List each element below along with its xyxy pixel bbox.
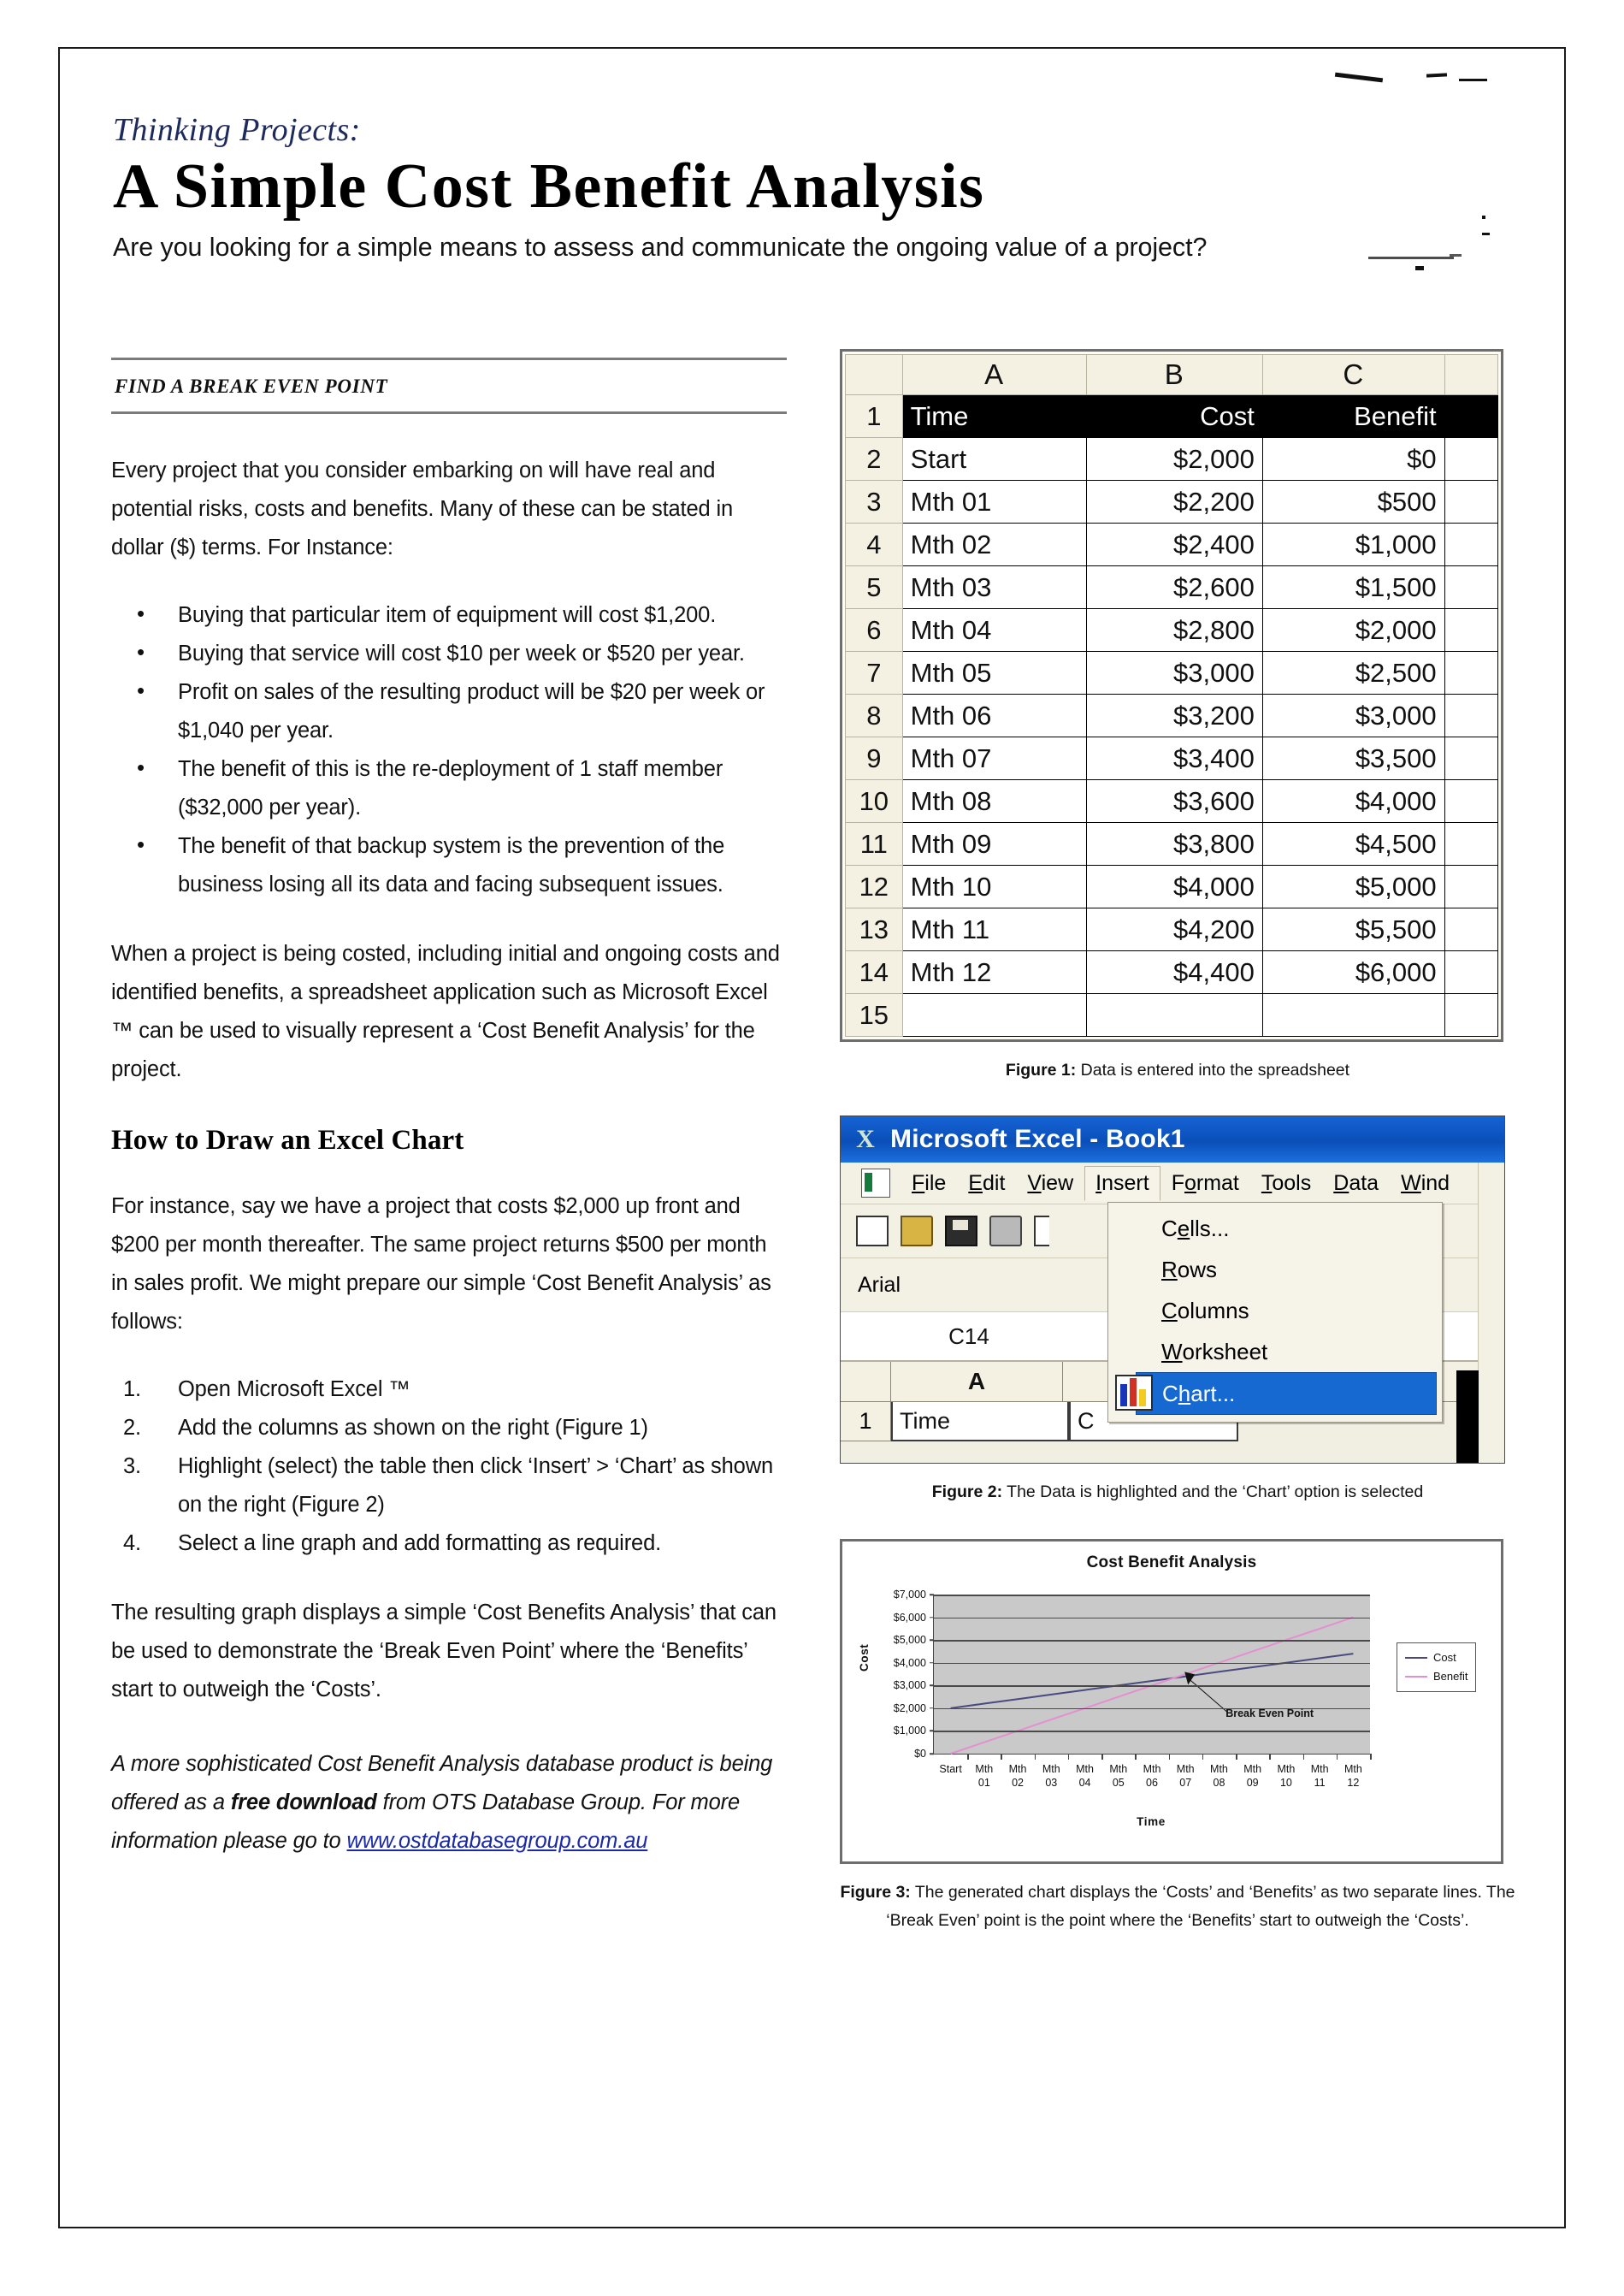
spreadsheet-column-header-row: [846, 355, 1498, 395]
cell-benefit[interactable]: $5,500: [1262, 908, 1444, 951]
list-item: Add the columns as shown on the right (Figure 1): [178, 1416, 648, 1440]
row-header[interactable]: 10: [846, 780, 903, 823]
menu-chart-rest: art...: [1190, 1380, 1236, 1406]
grid-cell-a1[interactable]: Time: [891, 1402, 1069, 1441]
promo-text-part1: A more sophisticated Cost Benefit Analysis database product is being offered as a: [111, 1752, 773, 1814]
cell-benefit[interactable]: [1262, 994, 1444, 1037]
chart-gridline: [934, 1663, 1370, 1665]
row-header[interactable]: 13: [846, 908, 903, 951]
chart-y-tick-mark: [930, 1707, 934, 1709]
chart-x-tick-mark: [1035, 1754, 1036, 1760]
figure2-caption-label: Figure 2:: [931, 1482, 1003, 1501]
cell-benefit[interactable]: $2,000: [1262, 609, 1444, 652]
figure3-caption-label: Figure 3:: [840, 1883, 911, 1902]
figure2-caption: [840, 1478, 1515, 1506]
list-item: • The benefit of that backup system is the prevention of the business losing all its data and facing subsequent issues.: [111, 827, 787, 904]
spreadsheet-corner-cell: [846, 355, 903, 395]
column-header-a[interactable]: A: [902, 355, 1086, 395]
chart-y-tick-label: $7,000: [893, 1589, 926, 1601]
cell-time[interactable]: Mth 12: [902, 951, 1086, 994]
menu-item-edit[interactable]: Edit: [968, 1170, 1006, 1195]
print-icon[interactable]: [989, 1216, 1022, 1246]
body-paragraph-2: When a project is being costed, including initial and ongoing costs and identified benefits, a spreadsheet application such as Microsoft Excel ™ can be used to visually represent a ‘Cost Benefit Analysis’ for the project.: [111, 942, 780, 1081]
cell-empty[interactable]: [1444, 395, 1497, 438]
grid-column-header-a[interactable]: A: [891, 1362, 1063, 1401]
spreadsheet-table: [845, 354, 1498, 1037]
cell-cost[interactable]: $4,400: [1086, 951, 1262, 994]
column-header-b[interactable]: B: [1086, 355, 1262, 395]
section-label: FIND A BREAK EVEN POINT: [115, 376, 388, 397]
menu-edit-rest: dit: [982, 1170, 1006, 1195]
chart-y-tick-mark: [930, 1731, 934, 1732]
new-document-icon[interactable]: [856, 1216, 889, 1246]
menu-item-rows[interactable]: R ows: [1161, 1256, 1218, 1282]
cell-time[interactable]: Mth 02: [902, 524, 1086, 566]
cell-cost[interactable]: $2,200: [1086, 481, 1262, 524]
chart-x-tick-label: Start: [939, 1763, 962, 1775]
chart-plot-area: [893, 1589, 1370, 1789]
chart-y-tick-mark: [930, 1685, 934, 1687]
chart-legend: [1397, 1642, 1476, 1692]
list-item: Select a line graph and add formatting as required.: [178, 1531, 662, 1555]
cell-cost[interactable]: $2,000: [1086, 438, 1262, 481]
cell-cost[interactable]: $2,400: [1086, 524, 1262, 566]
menu-tools-rest: ools: [1272, 1170, 1312, 1195]
chart-x-tick-mark: [1370, 1754, 1372, 1760]
section-subheading: How to Draw an Excel Chart: [111, 1125, 464, 1156]
chart-x-tick-label: Mth 08: [1210, 1763, 1228, 1789]
chart-x-tick-mark: [1101, 1754, 1103, 1760]
save-disk-icon[interactable]: [945, 1216, 977, 1246]
body-paragraph-4: The resulting graph displays a simple ‘Cost Benefits Analysis’ that can be used to demonstrate the ‘Break Even Point’ where the ‘Benefits’ start to outweigh the ‘Costs’.: [111, 1601, 777, 1701]
cell-empty[interactable]: [1444, 566, 1497, 609]
menu-worksheet-rest: orksheet: [1182, 1338, 1268, 1364]
cell-cost[interactable]: $3,400: [1086, 737, 1262, 780]
menu-item-view[interactable]: View: [1027, 1170, 1074, 1195]
chart-y-tick-mark: [930, 1753, 934, 1755]
cell-cost[interactable]: $3,600: [1086, 780, 1262, 823]
chart-x-axis-ticks: [934, 1754, 1370, 1802]
row-header[interactable]: 11: [846, 823, 903, 866]
menu-item-data[interactable]: Data: [1333, 1170, 1379, 1195]
legend-label: Benefit: [1433, 1670, 1468, 1683]
figure2-caption-text: The Data is highlighted and the ‘Chart’ option is selected: [1002, 1482, 1424, 1501]
chart-x-tick-mark: [1202, 1754, 1204, 1760]
chart-gridline: [934, 1685, 1370, 1687]
list-item: • Buying that service will cost $10 per week or $520 per year.: [111, 635, 787, 673]
right-column: [840, 349, 1515, 1935]
table-row: [846, 524, 1498, 566]
cell-time[interactable]: Mth 07: [902, 737, 1086, 780]
cell-time[interactable]: Mth 01: [902, 481, 1086, 524]
table-row: [846, 652, 1498, 695]
subheadline-text: Are you looking for a simple means to assess and communicate the ongoing value of a project?: [113, 232, 1208, 262]
cell-cost[interactable]: $2,600: [1086, 566, 1262, 609]
cell-empty[interactable]: [1444, 866, 1497, 908]
cell-benefit[interactable]: $2,500: [1262, 652, 1444, 695]
row-header[interactable]: 7: [846, 652, 903, 695]
table-row: [846, 823, 1498, 866]
chart-x-tick-label: Mth 07: [1176, 1763, 1195, 1789]
cell-empty[interactable]: [1444, 652, 1497, 695]
chart-gridline: [934, 1595, 1370, 1596]
chart-x-axis-label: Time: [1137, 1815, 1166, 1828]
cell-time[interactable]: [902, 994, 1086, 1037]
chart-x-tick-label: Mth 01: [975, 1763, 994, 1789]
document-icon: [861, 1169, 890, 1198]
cell-cost[interactable]: $2,800: [1086, 609, 1262, 652]
body-paragraph-3: For instance, say we have a project that costs $2,000 up front and $200 per month thereafter. The same project returns $500 per month in sales profit. We might prepare our simple ‘Cost Benefit Analysis’ as follows:: [111, 1194, 771, 1334]
cell-empty[interactable]: [1444, 823, 1497, 866]
row-header[interactable]: 5: [846, 566, 903, 609]
cell-time[interactable]: Mth 05: [902, 652, 1086, 695]
left-column: [111, 358, 787, 1861]
menu-columns-rest: olumns: [1177, 1297, 1249, 1323]
list-item: • Profit on sales of the resulting product will be $20 per week or $1,040 per year.: [111, 673, 787, 750]
list-item: • Buying that particular item of equipment will cost $1,200.: [111, 596, 787, 635]
chart-x-tick-label: Mth 12: [1343, 1763, 1362, 1789]
cell-benefit[interactable]: $4,000: [1262, 780, 1444, 823]
chart-title: Cost Benefit Analysis: [1086, 1553, 1257, 1571]
cell-empty[interactable]: [1444, 994, 1497, 1037]
figure2-container: [840, 1115, 1515, 1506]
cell-time[interactable]: Time: [902, 395, 1086, 438]
figure3-caption-text: The generated chart displays the ‘Costs’ and ‘Benefits’ as two separate lines. The ‘Break Even’ point is the point where the ‘Benefits’ start to outweigh the ‘Costs’.: [886, 1883, 1515, 1930]
promo-text-part2: from OTS Database Group. For more information please go to: [111, 1790, 741, 1853]
menu-insert-rest: nsert: [1101, 1170, 1149, 1195]
table-row: [846, 866, 1498, 908]
menu-data-rest: ata: [1349, 1170, 1379, 1195]
chart-y-axis-label: Cost: [858, 1643, 871, 1672]
chart-y-tick-label: $2,000: [893, 1701, 926, 1714]
table-row: [846, 695, 1498, 737]
menu-view-rest: iew: [1041, 1170, 1074, 1195]
chart-gridline: [934, 1731, 1370, 1732]
row-header[interactable]: 4: [846, 524, 903, 566]
cell-benefit[interactable]: $4,500: [1262, 823, 1444, 866]
chart-y-tick-mark: [930, 1662, 934, 1664]
figure3-caption: [840, 1879, 1515, 1935]
chart-x-tick-mark: [1337, 1754, 1338, 1760]
excel-x-icon: X: [856, 1125, 875, 1153]
scan-artifact: [1459, 79, 1487, 81]
vertical-scrollbar[interactable]: [1478, 1163, 1504, 1463]
list-item: Open Microsoft Excel ™: [178, 1377, 410, 1401]
chart-gridline: [934, 1618, 1370, 1619]
print-preview-icon[interactable]: [1034, 1216, 1049, 1246]
chart-x-tick-label: Mth 10: [1277, 1763, 1296, 1789]
examples-bullet-list: [111, 596, 787, 904]
grid-cell-b1[interactable]: C: [1069, 1402, 1238, 1441]
chart-icon: [1115, 1375, 1153, 1411]
menu-item-insert[interactable]: Insert: [1084, 1166, 1160, 1201]
menu-item-file[interactable]: File: [912, 1170, 947, 1195]
chart-x-tick-label: Mth 03: [1042, 1763, 1060, 1789]
chart-x-tick-label: Mth 05: [1109, 1763, 1128, 1789]
cell-cost[interactable]: $4,200: [1086, 908, 1262, 951]
figure1-spreadsheet-image: [840, 349, 1503, 1042]
row-header[interactable]: 14: [846, 951, 903, 994]
chart-y-tick-label: $6,000: [893, 1611, 926, 1624]
selected-cells-highlight: [1456, 1370, 1479, 1463]
chart-y-tick-mark: [930, 1617, 934, 1618]
chart-x-tick-mark: [1169, 1754, 1171, 1760]
chart-y-tick-label: $4,000: [893, 1656, 926, 1669]
figure1-caption: [840, 1056, 1515, 1085]
cell-time[interactable]: Mth 04: [902, 609, 1086, 652]
cell-benefit[interactable]: Benefit: [1262, 395, 1444, 438]
cell-empty[interactable]: [1444, 481, 1497, 524]
legend-swatch: [1405, 1676, 1427, 1678]
excel-menubar: [841, 1163, 1504, 1204]
menu-item-tools[interactable]: Tools: [1261, 1170, 1312, 1195]
legend-swatch: [1405, 1657, 1427, 1660]
website-link[interactable]: www.ostdatabasegroup.com.au: [346, 1829, 648, 1853]
kicker-text: Thinking Projects:: [113, 112, 361, 148]
cell-time[interactable]: Mth 03: [902, 566, 1086, 609]
table-row: [846, 994, 1498, 1037]
table-row: [846, 609, 1498, 652]
menu-item-format[interactable]: Format: [1171, 1170, 1239, 1195]
chart-y-tick-mark: [930, 1594, 934, 1595]
scan-artifact: [1415, 266, 1424, 270]
cell-cost[interactable]: $3,800: [1086, 823, 1262, 866]
cell-time[interactable]: Mth 08: [902, 780, 1086, 823]
table-row: [846, 481, 1498, 524]
figure3-chart-image: [840, 1539, 1503, 1864]
row-header[interactable]: 1: [846, 395, 903, 438]
promo-paragraph: [111, 1745, 787, 1861]
cell-time[interactable]: Mth 11: [902, 908, 1086, 951]
chart-x-tick-mark: [1135, 1754, 1137, 1760]
cell-benefit[interactable]: $5,000: [1262, 866, 1444, 908]
cell-cost[interactable]: Cost: [1086, 395, 1262, 438]
cell-empty[interactable]: [1444, 737, 1497, 780]
row-header[interactable]: 8: [846, 695, 903, 737]
name-box-cell-reference[interactable]: C14: [948, 1323, 989, 1349]
masthead: [113, 111, 1515, 263]
chart-y-tick-label: $1,000: [893, 1725, 926, 1737]
cell-benefit[interactable]: $1,000: [1262, 524, 1444, 566]
menu-item-chart[interactable]: C h art...: [1136, 1372, 1437, 1415]
cell-benefit[interactable]: $3,000: [1262, 695, 1444, 737]
chart-gridline: [934, 1640, 1370, 1642]
row-header[interactable]: 9: [846, 737, 903, 780]
table-row: [846, 395, 1498, 438]
grid-row-number[interactable]: 1: [841, 1402, 891, 1441]
menu-item-window[interactable]: Wind: [1401, 1170, 1450, 1195]
figure1-caption-label: Figure 1:: [1005, 1061, 1077, 1080]
excel-titlebar: [841, 1116, 1504, 1163]
font-name-field[interactable]: Arial: [858, 1272, 901, 1297]
chart-y-tick-label: $3,000: [893, 1679, 926, 1692]
figure2-excel-screenshot: [840, 1115, 1505, 1464]
chart-y-tick-mark: [930, 1639, 934, 1641]
legend-item: [1405, 1667, 1468, 1686]
chart-x-tick-label: Mth 09: [1243, 1763, 1262, 1789]
cell-cost[interactable]: $3,200: [1086, 695, 1262, 737]
chart-x-tick-label: Mth 11: [1310, 1763, 1329, 1789]
cell-empty[interactable]: [1444, 780, 1497, 823]
menu-item-cells[interactable]: C e lls...: [1161, 1215, 1230, 1241]
cell-cost[interactable]: $4,000: [1086, 866, 1262, 908]
cell-benefit[interactable]: $3,500: [1262, 737, 1444, 780]
legend-label: Cost: [1433, 1651, 1456, 1664]
intro-paragraph: Every project that you consider embarking on will have real and potential risks, costs and benefits. Many of these can be stated in dollar ($) terms. For Instance:: [111, 459, 734, 559]
chart-y-tick-label: $5,000: [893, 1634, 926, 1647]
chart-x-tick-mark: [1001, 1754, 1002, 1760]
chart-line-cost: [951, 1654, 1354, 1708]
cell-empty[interactable]: [1444, 908, 1497, 951]
open-folder-icon[interactable]: [901, 1216, 933, 1246]
row-header[interactable]: 2: [846, 438, 903, 481]
list-item: Highlight (select) the table then click ‘Insert’ > ‘Chart’ as shown on the right (Figure 2): [178, 1454, 774, 1517]
menu-rows-rest: ows: [1177, 1256, 1218, 1282]
chart-x-tick-label: Mth 04: [1076, 1763, 1094, 1789]
row-header[interactable]: 12: [846, 866, 903, 908]
chart-x-tick-mark: [967, 1754, 969, 1760]
chart-x-tick-mark: [1236, 1754, 1237, 1760]
menu-cells-rest: lls...: [1190, 1215, 1230, 1241]
legend-item: [1405, 1648, 1468, 1667]
page-title: A Simple Cost Benefit Analysis: [113, 151, 985, 222]
row-header[interactable]: 15: [846, 994, 903, 1037]
cell-time[interactable]: Mth 10: [902, 866, 1086, 908]
cell-benefit[interactable]: $500: [1262, 481, 1444, 524]
figure1-caption-text: Data is entered into the spreadsheet: [1076, 1061, 1350, 1080]
section-rule-bottom: [111, 411, 787, 414]
cell-benefit[interactable]: $1,500: [1262, 566, 1444, 609]
chart-x-tick-mark: [1068, 1754, 1070, 1760]
chart-x-tick-mark: [1269, 1754, 1271, 1760]
cell-empty[interactable]: [1444, 524, 1497, 566]
table-row: [846, 737, 1498, 780]
cell-empty[interactable]: [1444, 609, 1497, 652]
table-row: [846, 566, 1498, 609]
chart-x-tick-label: Mth 06: [1143, 1763, 1161, 1789]
promo-bold-phrase: free download: [230, 1790, 377, 1814]
break-even-annotation: Break Even Point: [1225, 1707, 1314, 1720]
cell-empty[interactable]: [1444, 695, 1497, 737]
table-row: [846, 951, 1498, 994]
cell-empty[interactable]: [1444, 951, 1497, 994]
cell-time[interactable]: Mth 09: [902, 823, 1086, 866]
row-header[interactable]: 6: [846, 609, 903, 652]
cell-cost[interactable]: $3,000: [1086, 652, 1262, 695]
grid-corner-cell[interactable]: [841, 1362, 891, 1401]
menu-item-columns[interactable]: C olumns: [1161, 1297, 1249, 1323]
menu-item-worksheet[interactable]: W orksheet: [1161, 1338, 1268, 1364]
chart-x-tick-mark: [1303, 1754, 1305, 1760]
cell-empty[interactable]: [1444, 438, 1497, 481]
cell-benefit[interactable]: $0: [1262, 438, 1444, 481]
table-row: [846, 908, 1498, 951]
steps-numbered-list: [111, 1370, 787, 1563]
cell-benefit[interactable]: $6,000: [1262, 951, 1444, 994]
cell-cost[interactable]: [1086, 994, 1262, 1037]
menu-file-rest: ile: [924, 1170, 947, 1195]
insert-menu-dropdown: [1107, 1202, 1443, 1423]
cell-time[interactable]: Start: [902, 438, 1086, 481]
menu-window-rest: ind: [1420, 1170, 1450, 1195]
excel-window-title: Microsoft Excel - Book1: [890, 1125, 1185, 1153]
row-header[interactable]: 3: [846, 481, 903, 524]
figure3-container: [840, 1539, 1515, 1935]
chart-x-tick-label: Mth 02: [1008, 1763, 1027, 1789]
column-header-d[interactable]: [1444, 355, 1497, 395]
cell-time[interactable]: Mth 06: [902, 695, 1086, 737]
table-row: [846, 780, 1498, 823]
list-item: • The benefit of this is the re-deployment of 1 staff member ($32,000 per year).: [111, 750, 787, 827]
table-row: [846, 438, 1498, 481]
menu-format-rest: rmat: [1196, 1170, 1239, 1195]
chart-y-tick-label: $0: [914, 1748, 926, 1760]
column-header-c[interactable]: C: [1262, 355, 1444, 395]
